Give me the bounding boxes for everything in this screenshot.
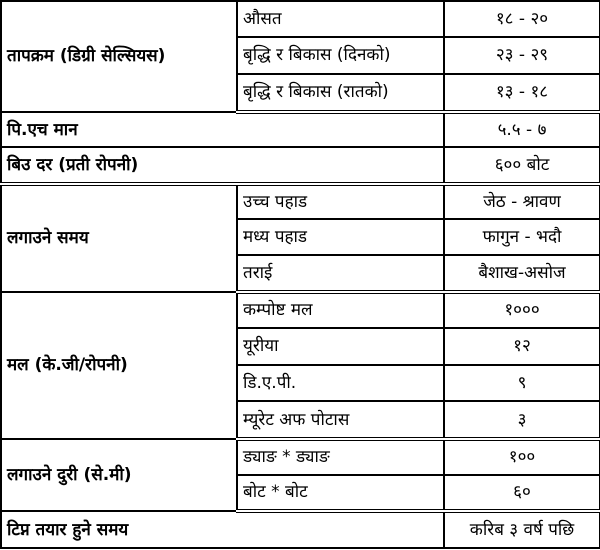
spacing-plant-label: बोट * बोट (237, 475, 444, 511)
table-row (1, 147, 600, 184)
spacing-row-value: १०० (444, 439, 600, 475)
temperature-day-label: बृद्धि र बिकास (दिनको) (237, 37, 444, 74)
table-row (1, 184, 600, 219)
planting-terai-label: तराई (237, 255, 444, 292)
fertilizer-urea-value: १२ (444, 328, 600, 365)
temperature-average-value: १८ - २० (444, 1, 600, 37)
fertilizer-dap-label: डि.ए.पी. (237, 365, 444, 402)
fertilizer-urea-label: यूरीया (237, 328, 444, 365)
temperature-day-value: २३ - २९ (444, 37, 600, 74)
fertilizer-label: मल (के.जी/रोपनी) (1, 292, 237, 439)
fertilizer-potash-label: म्यूरेट अफ पोटास (237, 401, 444, 439)
spacing-label: लगाउने दुरी (से.मी) (1, 439, 237, 511)
planting-high-hill-value: जेठ - श्रावण (444, 184, 600, 219)
temperature-night-label: बृद्धि र बिकास (रातको) (237, 74, 444, 112)
spacing-plant-value: ६० (444, 475, 600, 511)
temperature-label: तापक्रम (डिग्री सेल्सियस) (1, 1, 237, 112)
ph-label: पि.एच मान (1, 112, 444, 148)
harvest-time-value: करिब ३ वर्ष पछि (444, 511, 600, 548)
planting-terai-value: बैशाख-असोज (444, 255, 600, 292)
spacing-row-label: ड्याङ * ड्याङ (237, 439, 444, 475)
fertilizer-potash-value: ३ (444, 401, 600, 439)
fertilizer-compost-value: १००० (444, 292, 600, 328)
table-row (1, 292, 600, 328)
planting-time-label: लगाउने समय (1, 184, 237, 292)
fertilizer-compost-label: कम्पोष्ट मल (237, 292, 444, 328)
ph-value: ५.५ - ७ (444, 112, 600, 148)
temperature-night-value: १३ - १८ (444, 74, 600, 112)
planting-mid-hill-value: फागुन - भदौ (444, 219, 600, 255)
temperature-average-label: औसत (237, 1, 444, 37)
seed-rate-label: बिउ दर (प्रती रोपनी) (1, 147, 444, 184)
planting-mid-hill-label: मध्य पहाड (237, 219, 444, 255)
fertilizer-dap-value: ९ (444, 365, 600, 402)
table-row (1, 112, 600, 148)
table-row (1, 511, 600, 548)
table-row (1, 439, 600, 475)
seed-rate-value: ६०० बोट (444, 147, 600, 184)
planting-high-hill-label: उच्च पहाड (237, 184, 444, 219)
harvest-time-label: टिप्न तयार हुने समय (1, 511, 444, 548)
table-row (1, 1, 600, 37)
